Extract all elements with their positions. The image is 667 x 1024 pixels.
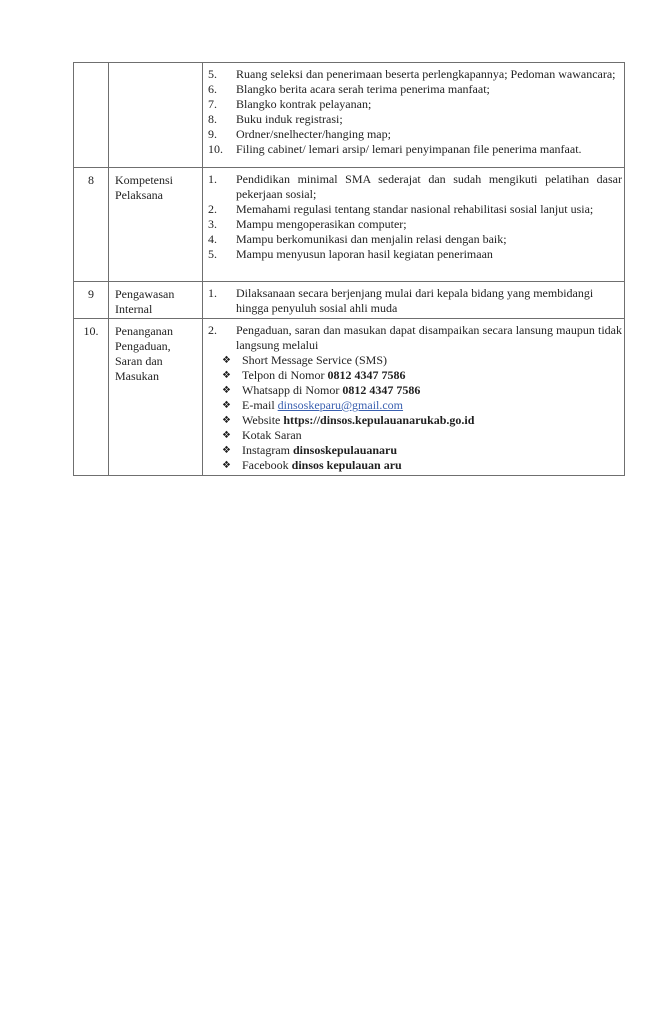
list-item-text: Mampu mengoperasikan computer;	[236, 217, 407, 231]
channel-label: Kotak Saran	[242, 428, 302, 442]
email-link[interactable]: dinsoskeparu@gmail.com	[277, 398, 404, 412]
list-item-text: Mampu berkomunikasi dan menjalin relasi dengan baik;	[236, 232, 507, 246]
row-number-cell: 9	[74, 282, 109, 318]
table-row-continuation	[74, 63, 624, 167]
list-item-text: Memahami regulasi tentang standar nasional rehabilitasi sosial lanjut usia;	[236, 202, 594, 216]
list-item-number: 1.	[208, 172, 217, 186]
contact-channel-facebook	[222, 458, 622, 473]
row-content-cell	[203, 63, 624, 167]
contact-channel-text	[242, 443, 622, 458]
list-item-text: Buku induk registrasi;	[236, 112, 343, 126]
channel-label: Facebook	[242, 458, 292, 472]
row-content-cell	[203, 319, 624, 475]
list-item	[208, 112, 622, 127]
list-item-number: 2.	[208, 202, 217, 216]
contact-channel-text	[242, 383, 622, 398]
row-label-cell: Kompetensi Pelaksana	[109, 168, 203, 281]
diamond-bullet-icon: ❖	[222, 445, 231, 456]
list-item-number: 10.	[208, 142, 223, 156]
channel-value: 0812 4347 7586	[327, 368, 406, 382]
table-row-penanganan-pengaduan	[74, 318, 624, 475]
list-item-text: Blangko kontrak pelayanan;	[236, 97, 372, 111]
list-item	[208, 217, 622, 232]
list-item-number: 7.	[208, 97, 217, 111]
diamond-bullet-icon: ❖	[222, 370, 231, 381]
list-item-text: Blangko berita acara serah terima penerima manfaat;	[236, 82, 490, 96]
list-item-text: Dilaksanaan secara berjenjang mulai dari kepala bidang yang membidangi hingga penyuluh sosial ahli muda	[236, 286, 594, 315]
row-number-cell: 10.	[74, 319, 109, 475]
diamond-bullet-icon: ❖	[222, 385, 231, 396]
contact-channel-phone	[222, 368, 622, 383]
channel-label: Telpon di Nomor	[242, 368, 328, 382]
row-number-cell	[74, 63, 109, 167]
contact-channel-email	[222, 398, 622, 413]
list-item-number: 8.	[208, 112, 217, 126]
contact-channel-list	[222, 353, 622, 473]
list-item	[208, 286, 622, 316]
list-item-number: 1.	[208, 286, 217, 300]
list-item-number: 3.	[208, 217, 217, 231]
diamond-bullet-icon: ❖	[222, 460, 231, 471]
diamond-bullet-icon: ❖	[222, 430, 231, 441]
table-row-pengawasan-internal	[74, 281, 624, 318]
list-item	[208, 247, 622, 262]
list-item-text: Ruang seleksi dan penerimaan beserta perlengkapannya; Pedoman wawancara;	[236, 67, 616, 81]
list-item-number: 2.	[208, 323, 217, 337]
diamond-bullet-icon: ❖	[222, 415, 231, 426]
contact-channel-text	[242, 428, 622, 443]
service-standard-table	[73, 62, 625, 476]
channel-label: Short Message Service (SMS)	[242, 353, 387, 367]
list-item-number: 9.	[208, 127, 217, 141]
contact-channel-text	[242, 353, 622, 368]
list-item	[208, 232, 622, 247]
contact-channel-suggestion-box	[222, 428, 622, 443]
channel-label: Website	[242, 413, 284, 427]
list-item-number: 5.	[208, 67, 217, 81]
list-item-text: Mampu menyusun laporan hasil kegiatan penerimaan	[236, 247, 493, 261]
list-item	[208, 127, 622, 142]
list-item	[208, 97, 622, 112]
list-item-text: Filing cabinet/ lemari arsip/ lemari penyimpanan file penerima manfaat.	[236, 142, 582, 156]
channel-value: dinsos kepulauan aru	[291, 458, 402, 472]
channel-value: dinsoskepulauanaru	[292, 443, 398, 457]
contact-channel-sms	[222, 353, 622, 368]
list-item	[208, 67, 622, 82]
channel-label: E-mail	[242, 398, 278, 412]
contact-channel-text	[242, 458, 622, 473]
list-item-text: Ordner/snelhecter/hanging map;	[236, 127, 391, 141]
contact-channel-text	[242, 398, 622, 413]
row-label-cell: Pengawasan Internal	[109, 282, 203, 318]
row-label-cell: Penanganan Pengaduan, Saran dan Masukan	[109, 319, 203, 475]
list-item	[208, 82, 622, 97]
contact-channel-whatsapp	[222, 383, 622, 398]
channel-label: Whatsapp di Nomor	[242, 383, 343, 397]
row-content-cell	[203, 168, 624, 281]
contact-channel-website	[222, 413, 622, 428]
website-url: https://dinsos.kepulauanarukab.go.id	[283, 413, 475, 427]
row-label-cell	[109, 63, 203, 167]
list-item	[208, 142, 622, 157]
channel-label: Instagram	[242, 443, 293, 457]
list-item-number: 5.	[208, 247, 217, 261]
contact-channel-instagram	[222, 443, 622, 458]
contact-channel-text	[242, 368, 622, 383]
list-item-number: 6.	[208, 82, 217, 96]
list-item-number: 4.	[208, 232, 217, 246]
row-content-cell	[203, 282, 624, 318]
row-number-cell: 8	[74, 168, 109, 281]
contact-channel-text	[242, 413, 622, 428]
table-row-kompetensi-pelaksana	[74, 167, 624, 281]
diamond-bullet-icon: ❖	[222, 400, 231, 411]
channel-value: 0812 4347 7586	[342, 383, 421, 397]
list-item-text: Pengaduan, saran dan masukan dapat disampaikan secara lansung maupun tidak langsung melalui	[236, 323, 622, 352]
list-item	[208, 172, 622, 202]
diamond-bullet-icon: ❖	[222, 355, 231, 366]
list-item	[208, 323, 622, 353]
list-item	[208, 202, 622, 217]
list-item-text: Pendidikan minimal SMA sederajat dan sudah mengikuti pelatihan dasar pekerjaan sosial;	[236, 172, 622, 201]
